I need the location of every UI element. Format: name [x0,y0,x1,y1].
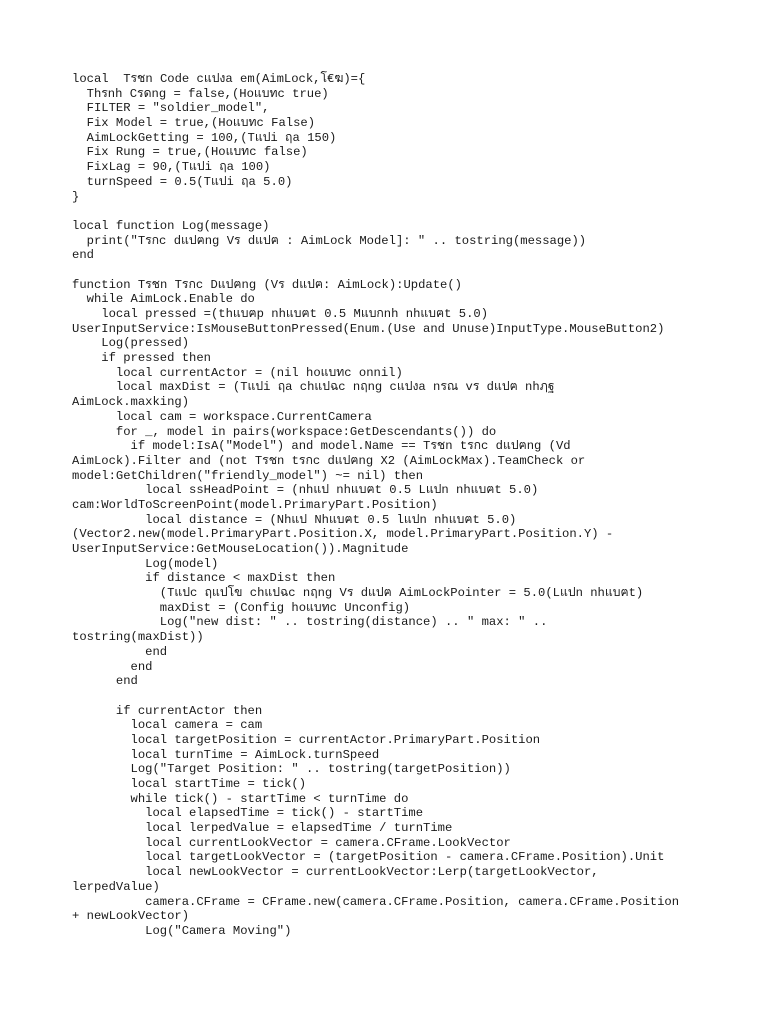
code-line: AimLockGetting = 100,(Tแปi ฤa 150) [72,130,337,145]
code-line: while AimLock.Enable do [72,292,255,307]
code-line: end [72,248,94,263]
code-line: local elapsedTime = tick() - startTime [72,806,424,821]
code-line: FixLag = 90,(Tแปi ฤa 100) [72,160,271,175]
code-line [72,204,712,219]
code-line: local maxDist = (Tแปi ฤa chแปฉc nฤng cแปงa nรณ vร dแปฅ nhฦฐ [72,380,555,395]
code-line: local Tรชn Code cแปงa em(AimLock,โ€ฆ)={ [72,72,366,86]
code-line: local startTime = tick() [72,777,307,791]
code-line: local ssHeadPoint = (nhแป nhแบฅt 0.5 Lแปn nhแบฅt 5.0) [72,483,539,498]
code-line: for _, model in pairs(workspace:GetDescendants()) do [72,424,497,439]
code-line: tostring(maxDist)) [72,630,204,645]
code-line: + newLookVector) [72,909,190,924]
code-line: Fix Model = true,(Hoแบทc False) [72,116,316,131]
code-line: AimLock).Filter and (not Tรชn tรกc dแปฅng X2 (AimLockMax).TeamCheck or [72,453,586,468]
code-line: lerpedValue) [72,879,160,894]
code-line [72,689,712,704]
code-line: if currentActor then [72,703,263,718]
code-line: local targetPosition = currentActor.PrimaryPart.Position [72,732,541,747]
code-line: Thรnh Cรดng = false,(Hoแบทc true) [72,86,329,101]
code-line: local currentActor = (nil hoแบทc onnil) [72,365,403,380]
code-line: local distance = (Nhแป Nhแบฅt 0.5 lแปn nhแบฅt 5.0) [72,512,517,527]
code-line: if pressed then [72,351,211,366]
code-line: } [72,189,80,204]
code-line: Log("Target Position: " .. tostring(targetPosition)) [72,762,511,777]
code-line: local currentLookVector = camera.CFrame.LookVector [72,835,511,850]
code-line: (Tแปc ฤแปโข chแปฉc nฤng Vร dแปฅ AimLockPointer = 5.0(Lแปn nhแบฅt) [72,586,644,601]
code-line: end [72,659,153,674]
code-line: UserInputService:GetMouseLocation()).Magnitude [72,542,409,556]
code-line: local turnTime = AimLock.turnSpeed [72,747,380,762]
code-line: cam:WorldToScreenPoint(model.PrimaryPart.Position) [72,497,438,512]
code-line: (Vector2.new(model.PrimaryPart.Position.X, model.PrimaryPart.Position.Y) - [72,527,614,542]
code-line: Log("new dist: " .. tostring(distance) .. " max: " .. [72,615,548,630]
code-listing [72,72,712,939]
code-line: local pressed =(thแบฅp nhแบฅt 0.5 Mแบกnh nhแบฅt 5.0) [72,307,489,321]
code-line: AimLock.maxking) [72,395,190,410]
code-line: Log(pressed) [72,336,190,351]
code-line: Fix Rung = true,(Hoแบทc false) [72,145,308,160]
code-line: if model:IsA("Model") and model.Name == Tรชn tรกc dแปฅng (Vd [72,439,571,454]
code-line: end [72,674,138,689]
code-line: Log(model) [72,556,219,571]
code-line: if distance < maxDist then [72,571,336,586]
code-line: end [72,644,168,659]
code-line: local lerpedValue = elapsedTime / turnTime [72,821,453,836]
code-line: camera.CFrame = CFrame.new(camera.CFrame.Position, camera.CFrame.Position [72,894,680,909]
code-line: local targetLookVector = (targetPosition - camera.CFrame.Position).Unit [72,850,665,865]
code-line: UserInputService:IsMouseButtonPressed(Enum.(Use and Unuse)InputType.MouseButton2) [72,321,665,336]
code-line: function Tรชn Tรกc Dแปฅng (Vร dแปฅ: AimLock):Update() [72,277,462,292]
code-line: local cam = workspace.CurrentCamera [72,409,372,424]
code-line: print("Tรกc dแปฅng Vร dแปฅ : AimLock Model]: " .. tostring(message)) [72,233,587,248]
code-line: model:GetChildren("friendly_model") ~= nil) then [72,468,424,483]
code-line: Log("Camera Moving") [72,923,292,938]
code-line: turnSpeed = 0.5(Tแปi ฤa 5.0) [72,174,293,189]
code-line [72,263,712,278]
code-line: local newLookVector = currentLookVector:Lerp(targetLookVector, [72,865,599,880]
code-line: while tick() - startTime < turnTime do [72,791,409,806]
code-line: local function Log(message) [72,218,270,233]
code-line: local camera = cam [72,718,263,733]
code-line: maxDist = (Config hoแบทc Unconfig) [72,600,411,615]
code-line: FILTER = "soldier_model", [72,101,270,116]
